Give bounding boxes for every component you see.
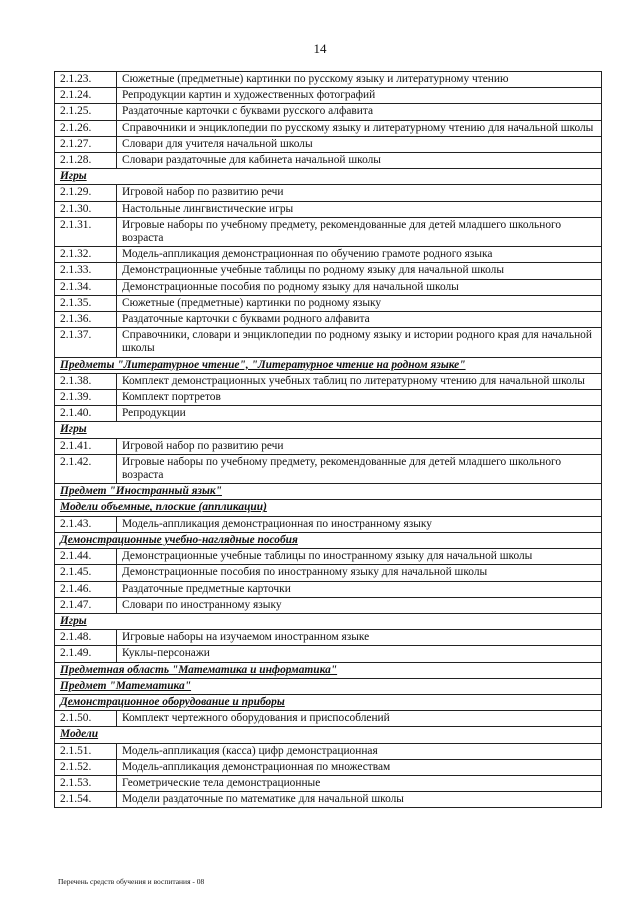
item-number: 2.1.45. xyxy=(55,565,117,581)
table-row xyxy=(55,104,602,120)
item-number: 2.1.52. xyxy=(55,759,117,775)
item-description: Куклы-персонажи xyxy=(117,646,602,662)
item-number: 2.1.25. xyxy=(55,104,117,120)
item-description: Репродукции xyxy=(117,406,602,422)
item-description: Геометрические тела демонстрационные xyxy=(117,775,602,791)
table-row xyxy=(55,185,602,201)
item-number: 2.1.28. xyxy=(55,153,117,169)
item-description: Демонстрационные пособия по иностранному языку для начальной школы xyxy=(117,565,602,581)
table-row xyxy=(55,88,602,104)
item-number: 2.1.49. xyxy=(55,646,117,662)
section-heading: Модели объемные, плоские (аппликации) xyxy=(55,500,602,516)
item-number: 2.1.24. xyxy=(55,88,117,104)
item-description: Игровые наборы на изучаемом иностранном языке xyxy=(117,630,602,646)
section-heading: Предмет "Иностранный язык" xyxy=(55,484,602,500)
section-heading: Предмет "Математика" xyxy=(55,678,602,694)
item-description: Раздаточные предметные карточки xyxy=(117,581,602,597)
section-header-row xyxy=(55,678,602,694)
item-number: 2.1.42. xyxy=(55,454,117,483)
table-row xyxy=(55,136,602,152)
table-row xyxy=(55,373,602,389)
item-description: Модель-аппликация демонстрационная по иностранному языку xyxy=(117,516,602,532)
item-description: Игровые наборы по учебному предмету, рекомендованные для детей младшего школьного возраста xyxy=(117,454,602,483)
section-heading: Демонстрационные учебно-наглядные пособия xyxy=(55,532,602,548)
section-header-row xyxy=(55,613,602,629)
item-number: 2.1.34. xyxy=(55,279,117,295)
table-row xyxy=(55,279,602,295)
item-number: 2.1.27. xyxy=(55,136,117,152)
page-number: 14 xyxy=(313,41,327,56)
item-number: 2.1.32. xyxy=(55,247,117,263)
item-number: 2.1.44. xyxy=(55,549,117,565)
item-number: 2.1.43. xyxy=(55,516,117,532)
table-row xyxy=(55,217,602,246)
item-number: 2.1.26. xyxy=(55,120,117,136)
item-number: 2.1.54. xyxy=(55,792,117,808)
equipment-table xyxy=(54,71,602,808)
item-description: Раздаточные карточки с буквами русского алфавита xyxy=(117,104,602,120)
table-row xyxy=(55,775,602,791)
section-header-row xyxy=(55,662,602,678)
item-description: Демонстрационные пособия по родному языку для начальной школы xyxy=(117,279,602,295)
section-header-row xyxy=(55,169,602,185)
table-row xyxy=(55,454,602,483)
table-row xyxy=(55,581,602,597)
section-heading: Предметы "Литературное чтение", "Литературное чтение на родном языке" xyxy=(55,357,602,373)
item-number: 2.1.29. xyxy=(55,185,117,201)
item-description: Комплект демонстрационных учебных таблиц по литературному чтению для начальной школы xyxy=(117,373,602,389)
item-description: Репродукции картин и художественных фотографий xyxy=(117,88,602,104)
item-description: Игровой набор по развитию речи xyxy=(117,438,602,454)
section-heading: Модели xyxy=(55,727,602,743)
table-row xyxy=(55,438,602,454)
table-row xyxy=(55,549,602,565)
table-row xyxy=(55,565,602,581)
section-heading: Игры xyxy=(55,422,602,438)
item-number: 2.1.30. xyxy=(55,201,117,217)
table-row xyxy=(55,247,602,263)
item-description: Словари по иностранному языку xyxy=(117,597,602,613)
item-number: 2.1.41. xyxy=(55,438,117,454)
item-number: 2.1.31. xyxy=(55,217,117,246)
table-row xyxy=(55,201,602,217)
item-description: Модели раздаточные по математике для начальной школы xyxy=(117,792,602,808)
item-description: Сюжетные (предметные) картинки по родному языку xyxy=(117,295,602,311)
table-row xyxy=(55,646,602,662)
item-number: 2.1.36. xyxy=(55,312,117,328)
item-description: Раздаточные карточки с буквами родного алфавита xyxy=(117,312,602,328)
item-number: 2.1.46. xyxy=(55,581,117,597)
item-number: 2.1.37. xyxy=(55,328,117,357)
item-description: Модель-аппликация (касса) цифр демонстрационная xyxy=(117,743,602,759)
section-header-row xyxy=(55,484,602,500)
item-number: 2.1.38. xyxy=(55,373,117,389)
table-row xyxy=(55,295,602,311)
item-description: Игровые наборы по учебному предмету, рекомендованные для детей младшего школьного возраста xyxy=(117,217,602,246)
table-row xyxy=(55,312,602,328)
item-description: Справочники и энциклопедии по русскому языку и литературному чтению для начальной школы xyxy=(117,120,602,136)
item-description: Модель-аппликация демонстрационная по множествам xyxy=(117,759,602,775)
table-row xyxy=(55,153,602,169)
table-row xyxy=(55,406,602,422)
table-row xyxy=(55,759,602,775)
table-row xyxy=(55,263,602,279)
item-number: 2.1.33. xyxy=(55,263,117,279)
table-row xyxy=(55,516,602,532)
item-description: Демонстрационные учебные таблицы по иностранному языку для начальной школы xyxy=(117,549,602,565)
item-number: 2.1.50. xyxy=(55,711,117,727)
section-heading: Демонстрационное оборудование и приборы xyxy=(55,694,602,710)
item-number: 2.1.53. xyxy=(55,775,117,791)
section-header-row xyxy=(55,727,602,743)
item-description: Модель-аппликация демонстрационная по обучению грамоте родного языка xyxy=(117,247,602,263)
table-body xyxy=(55,72,602,808)
table-row xyxy=(55,390,602,406)
item-number: 2.1.39. xyxy=(55,390,117,406)
page-footer: Перечень средств обучения и воспитания - 08 xyxy=(58,877,205,886)
item-description: Игровой набор по развитию речи xyxy=(117,185,602,201)
table-row xyxy=(55,597,602,613)
item-number: 2.1.51. xyxy=(55,743,117,759)
item-description: Справочники, словари и энциклопедии по родному языку и истории родного края для начальной школы xyxy=(117,328,602,357)
item-number: 2.1.35. xyxy=(55,295,117,311)
table-row xyxy=(55,792,602,808)
table-row xyxy=(55,630,602,646)
section-header-row xyxy=(55,694,602,710)
table-row xyxy=(55,711,602,727)
item-description: Словари раздаточные для кабинета начальной школы xyxy=(117,153,602,169)
item-description: Комплект портретов xyxy=(117,390,602,406)
item-number: 2.1.23. xyxy=(55,72,117,88)
section-header-row xyxy=(55,500,602,516)
section-header-row xyxy=(55,532,602,548)
item-description: Демонстрационные учебные таблицы по родному языку для начальной школы xyxy=(117,263,602,279)
section-header-row xyxy=(55,357,602,373)
section-heading: Игры xyxy=(55,613,602,629)
table-row xyxy=(55,120,602,136)
item-number: 2.1.47. xyxy=(55,597,117,613)
item-description: Настольные лингвистические игры xyxy=(117,201,602,217)
item-description: Сюжетные (предметные) картинки по русскому языку и литературному чтению xyxy=(117,72,602,88)
table-row xyxy=(55,743,602,759)
section-heading: Предметная область "Математика и информатика" xyxy=(55,662,602,678)
item-number: 2.1.48. xyxy=(55,630,117,646)
item-description: Комплект чертежного оборудования и приспособлений xyxy=(117,711,602,727)
item-description: Словари для учителя начальной школы xyxy=(117,136,602,152)
item-number: 2.1.40. xyxy=(55,406,117,422)
section-header-row xyxy=(55,422,602,438)
table-row xyxy=(55,72,602,88)
section-heading: Игры xyxy=(55,169,602,185)
table-row xyxy=(55,328,602,357)
